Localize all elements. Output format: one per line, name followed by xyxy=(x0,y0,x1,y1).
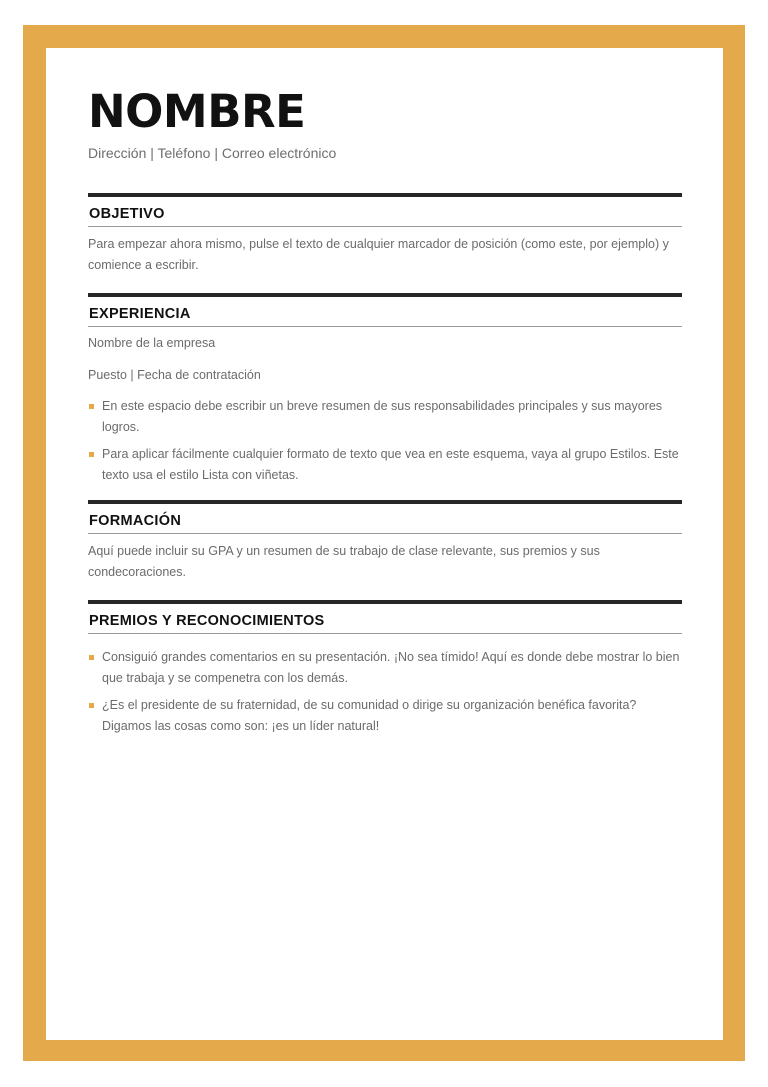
section-title-objective[interactable]: OBJETIVO xyxy=(88,193,682,227)
section-title-experience[interactable]: EXPERIENCIA xyxy=(88,293,682,327)
section-experience xyxy=(88,293,682,486)
list-item-text[interactable]: En este espacio debe escribir un breve resumen de sus responsabilidades principales y sus mayores logros. xyxy=(102,399,663,434)
company-name[interactable]: Nombre de la empresa xyxy=(88,336,216,350)
section-education xyxy=(88,500,682,583)
list-item xyxy=(88,647,682,689)
contact-line[interactable]: Dirección | Teléfono | Correo electrónico xyxy=(88,145,337,161)
list-item xyxy=(88,396,682,438)
section-body-education xyxy=(88,534,682,583)
awards-bullet-list xyxy=(88,647,682,737)
section-body-awards xyxy=(88,634,682,737)
experience-bullet-list xyxy=(88,396,682,486)
list-item-text[interactable]: Consiguió grandes comentarios en su presentación. ¡No sea tímido! Aquí es donde debe mostrar lo bien que trabaja y se compenetra con los demás. xyxy=(102,650,680,685)
section-title-education[interactable]: FORMACIÓN xyxy=(88,500,682,534)
section-title-awards[interactable]: PREMIOS Y RECONOCIMIENTOS xyxy=(88,600,682,634)
list-item-text[interactable]: ¿Es el presidente de su fraternidad, de su comunidad o dirige su organización benéfica favorita? Digamos las cosas como son: ¡es un líder natural! xyxy=(102,698,637,733)
section-body-objective xyxy=(88,227,682,276)
job-position[interactable]: Puesto | Fecha de contratación xyxy=(88,368,261,382)
section-objective xyxy=(88,193,682,276)
objective-text[interactable]: Para empezar ahora mismo, pulse el texto de cualquier marcador de posición (como este, por ejemplo) y comience a escribir. xyxy=(88,237,669,272)
resume-page xyxy=(46,48,723,1040)
section-awards xyxy=(88,600,682,737)
list-item-text[interactable]: Para aplicar fácilmente cualquier formato de texto que vea en este esquema, vaya al grupo Estilos. Este texto usa el estilo Lista con viñetas. xyxy=(102,447,679,482)
name-heading[interactable]: NOMBRE xyxy=(88,85,306,138)
square-bullet-icon xyxy=(89,452,94,457)
list-item xyxy=(88,695,682,737)
education-text[interactable]: Aquí puede incluir su GPA y un resumen de su trabajo de clase relevante, sus premios y sus condecoraciones. xyxy=(88,544,600,579)
square-bullet-icon xyxy=(89,655,94,660)
resume-content xyxy=(88,85,682,743)
square-bullet-icon xyxy=(89,703,94,708)
square-bullet-icon xyxy=(89,404,94,409)
section-body-experience xyxy=(88,327,682,486)
list-item xyxy=(88,444,682,486)
